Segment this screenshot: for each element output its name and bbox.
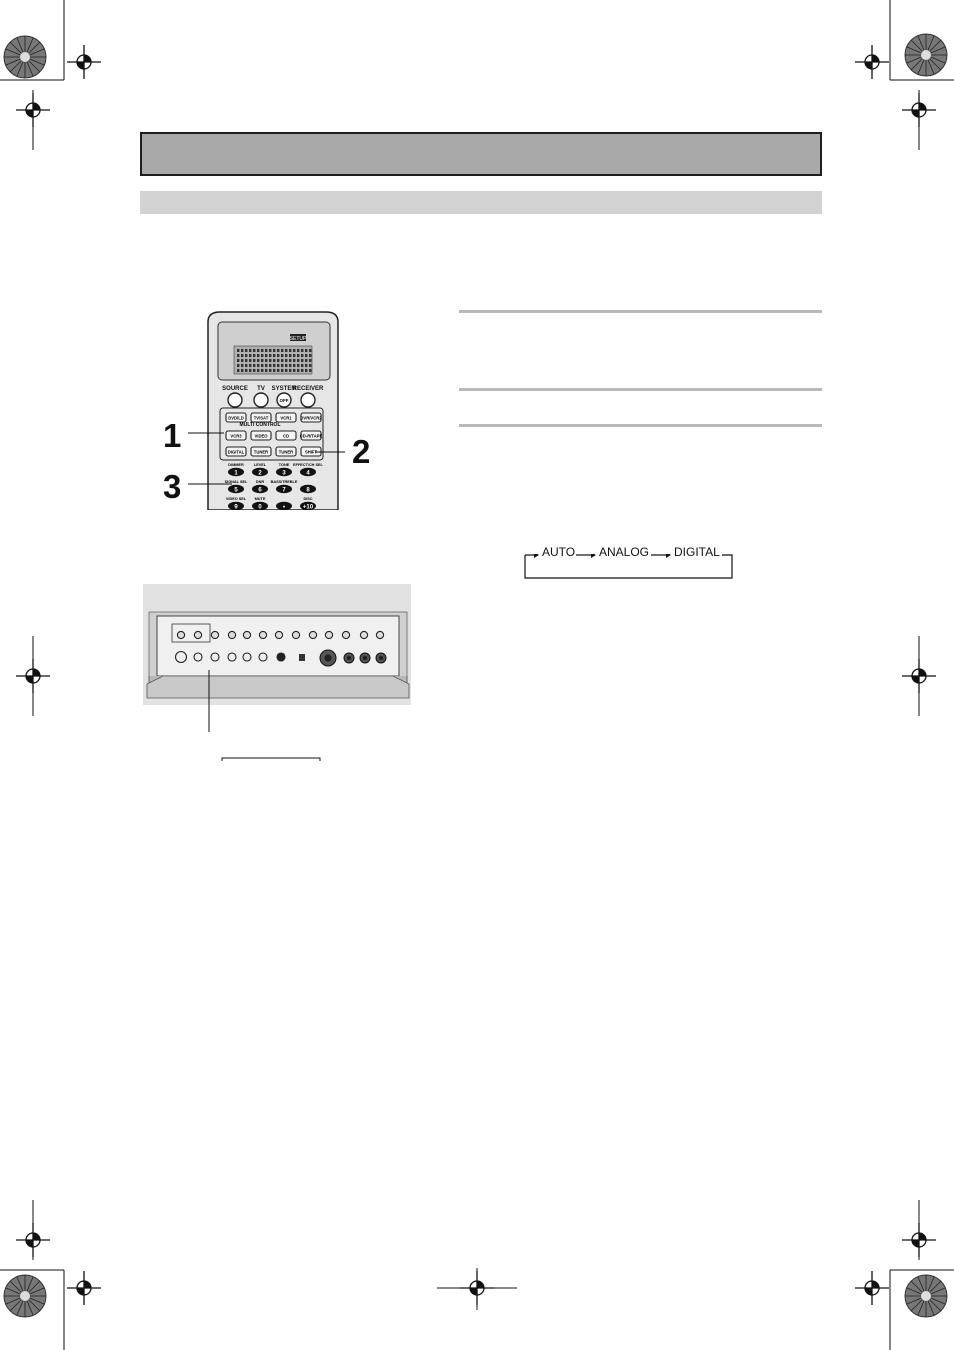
remote-source-label: SOURCE xyxy=(222,386,248,392)
receiver-power-button[interactable] xyxy=(301,393,315,407)
input-button-label: VIDEO xyxy=(254,433,268,439)
number-key-digit: 4 xyxy=(306,470,310,477)
panel-bottom-button-0[interactable] xyxy=(176,652,187,663)
number-key-digit: 5 xyxy=(234,487,238,494)
step-rule-3 xyxy=(459,424,822,427)
step-rule-2 xyxy=(459,388,822,391)
chapter-title-bar xyxy=(140,132,822,176)
number-key-digit: 7 xyxy=(282,487,286,494)
number-key-9[interactable] xyxy=(252,502,268,510)
number-key-digit: 1 xyxy=(234,470,238,477)
input-button-label: DVD/LD xyxy=(228,415,244,421)
number-key-caption: SIGNAL SEL xyxy=(224,480,248,484)
step-rule-1 xyxy=(459,310,822,313)
panel-top-button-9[interactable] xyxy=(325,631,332,638)
number-key-digit: 2 xyxy=(258,470,262,477)
panel-bottom-button-6[interactable] xyxy=(277,653,285,661)
number-key-caption: EFFECT/CH SEL xyxy=(293,463,323,467)
panel-av-jack-2 xyxy=(360,653,370,663)
panel-top-button-1[interactable] xyxy=(194,631,201,638)
panel-top-button-0[interactable] xyxy=(177,631,184,638)
system-off-text: OFF xyxy=(279,398,289,403)
input-button-label: TUNER xyxy=(278,449,294,455)
number-key-caption: DIMMER xyxy=(228,463,244,467)
panel-av-jack-0 xyxy=(320,650,336,666)
source-power-button[interactable] xyxy=(228,393,242,407)
number-key-caption: DNR xyxy=(255,480,265,484)
remote-system-label: SYSTEM xyxy=(271,386,297,392)
panel-av-jack-1 xyxy=(344,653,354,663)
input-button-label: DVR/VCR2 xyxy=(300,415,322,421)
input-button-label: VCR3 xyxy=(230,433,242,439)
panel-top-button-8[interactable] xyxy=(309,631,316,638)
number-key-caption: VIDEO SEL xyxy=(225,497,247,501)
tv-power-button[interactable] xyxy=(254,393,268,407)
panel-bottom-button-3[interactable] xyxy=(228,653,236,661)
panel-callout-line xyxy=(200,670,330,765)
number-key-10[interactable] xyxy=(276,502,292,510)
callout-step-1: 1 xyxy=(163,417,182,454)
number-key-digit: 8 xyxy=(306,487,310,494)
lcd-setup-label: SETUP xyxy=(289,336,307,342)
panel-top-button-4[interactable] xyxy=(243,631,250,638)
panel-top-button-10[interactable] xyxy=(342,631,349,638)
number-key-8[interactable] xyxy=(228,502,244,510)
number-key-caption: DISC xyxy=(303,497,313,501)
remote-receiver-label: RECEIVER xyxy=(292,386,324,392)
input-button-label: SHIFT xyxy=(304,449,318,455)
panel-bottom-button-2[interactable] xyxy=(211,653,219,661)
number-key-digit: 0 xyxy=(258,504,262,510)
input-button-label: TV/SAT xyxy=(253,415,269,421)
panel-av-jack-3 xyxy=(376,653,386,663)
panel-top-button-12[interactable] xyxy=(376,631,383,638)
flow-step-analog: ANALOG xyxy=(599,545,650,559)
input-button-label: TUNER xyxy=(253,449,269,455)
input-button-label: CD-R/TAPE xyxy=(299,433,323,439)
panel-bottom-button-5[interactable] xyxy=(259,653,267,661)
number-key-digit: 3 xyxy=(282,470,286,477)
number-key-digit: • xyxy=(282,504,286,510)
panel-top-button-3[interactable] xyxy=(228,631,235,638)
number-key-digit: 6 xyxy=(258,487,262,494)
number-key-digit: 9 xyxy=(234,504,238,510)
number-key-caption: LEVEL xyxy=(253,463,267,467)
input-button-label: DIGITAL xyxy=(227,449,245,455)
flow-step-auto: AUTO xyxy=(542,545,576,559)
panel-top-button-11[interactable] xyxy=(360,631,367,638)
number-key-digit: +10 xyxy=(302,504,314,510)
number-key-caption: MUTE xyxy=(254,497,266,501)
panel-bottom-button-1[interactable] xyxy=(194,653,202,661)
number-key-11[interactable] xyxy=(300,502,316,510)
callout-step-3: 3 xyxy=(163,468,182,505)
signal-selection-cycle xyxy=(524,545,733,579)
number-key-caption: TONE xyxy=(278,463,290,467)
input-button-label: VCR1 xyxy=(280,415,292,421)
callout-step-2: 2 xyxy=(352,433,371,470)
number-key-caption: BASS/TREBLE xyxy=(270,480,298,484)
remote-tv-label: TV xyxy=(257,386,265,392)
optical-input xyxy=(299,654,305,661)
panel-bottom-button-4[interactable] xyxy=(243,653,251,661)
multi-control-label: MULTI CONTROL xyxy=(239,422,281,428)
flow-step-digital: DIGITAL xyxy=(674,545,720,559)
input-button-label: CD xyxy=(282,433,290,439)
panel-top-button-6[interactable] xyxy=(275,631,282,638)
panel-top-button-7[interactable] xyxy=(292,631,299,638)
section-heading-bar xyxy=(140,191,822,214)
remote-callout-lines xyxy=(180,420,360,500)
panel-top-button-5[interactable] xyxy=(259,631,266,638)
panel-top-button-2[interactable] xyxy=(211,631,218,638)
